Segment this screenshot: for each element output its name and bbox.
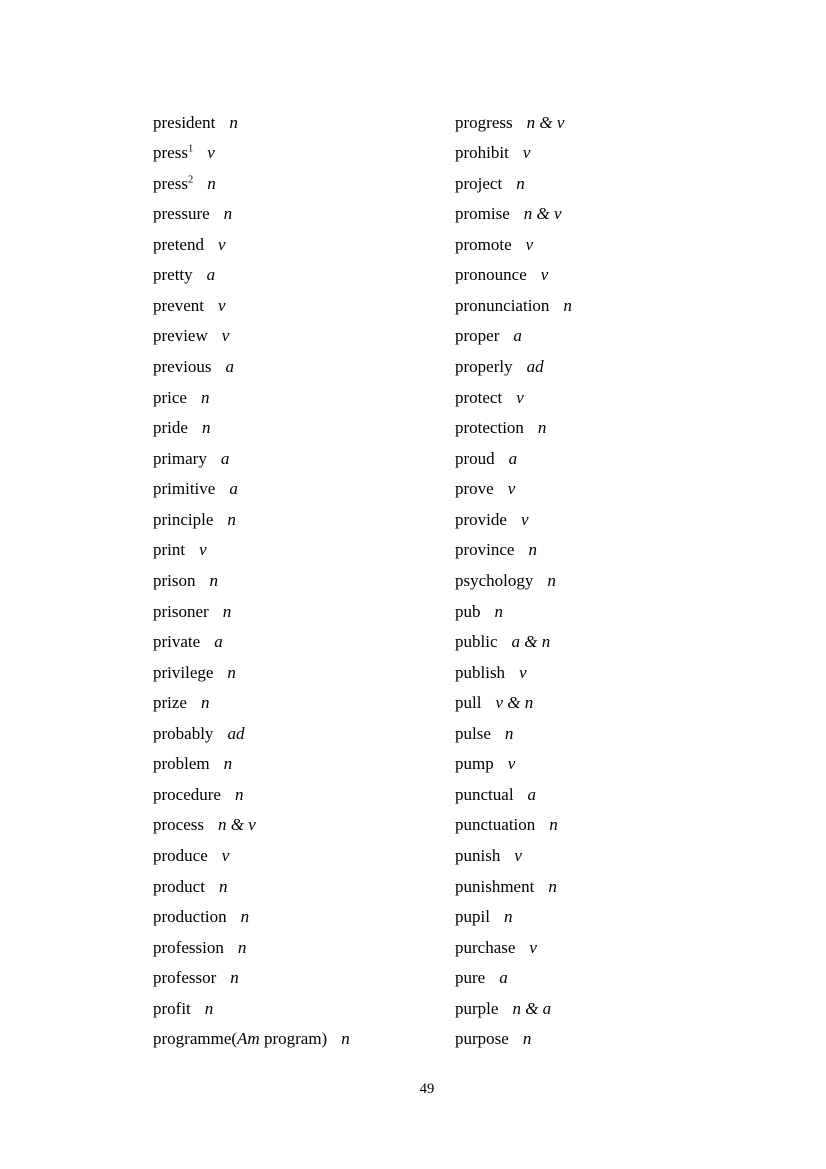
pos-tag: v	[540, 265, 549, 285]
word-entry	[153, 566, 350, 597]
pos-tag: a	[220, 448, 230, 468]
word-list-column-right	[455, 108, 572, 1055]
page-number: 49	[419, 1081, 435, 1097]
pos-tag: n & a	[512, 998, 552, 1018]
word-text: progress	[455, 112, 513, 132]
word-entry	[455, 230, 572, 261]
word-entry	[153, 1024, 350, 1055]
word-entry	[153, 963, 350, 994]
pos-tag: v	[520, 509, 529, 529]
pos-tag: n	[204, 998, 214, 1018]
word-text: purpose	[455, 1029, 509, 1049]
pos-tag: v	[514, 846, 522, 865]
pos-tag: n	[200, 693, 210, 713]
word-text: primitive	[153, 479, 216, 499]
word-entry	[153, 199, 350, 230]
word-entry	[455, 1024, 572, 1055]
word-entry	[153, 230, 350, 261]
word-text: principle	[153, 509, 214, 529]
pos-tag: v	[221, 326, 230, 346]
word-entry	[153, 749, 350, 780]
word-entry	[153, 444, 350, 475]
pos-tag: n	[547, 570, 556, 590]
word-text: profit	[153, 998, 191, 1018]
word-entry	[153, 810, 350, 841]
word-text: pretty	[153, 265, 193, 285]
word-text: province	[455, 540, 515, 560]
word-entry	[455, 260, 572, 291]
word-text: properly	[455, 357, 513, 376]
pos-tag: n	[537, 418, 547, 438]
word-entry	[455, 566, 572, 597]
pos-tag: n	[504, 723, 514, 743]
word-text: publish	[455, 662, 506, 682]
word-text: punish	[455, 846, 501, 865]
word-text: promote	[455, 234, 512, 254]
word-entry	[153, 138, 350, 169]
word-entry	[153, 627, 350, 658]
word-text: psychology	[455, 570, 534, 590]
word-entry	[455, 749, 572, 780]
word-text: president	[153, 112, 216, 132]
word-entry	[153, 260, 350, 291]
pos-tag: a & n	[511, 632, 551, 652]
word-entry	[455, 291, 572, 322]
pos-tag: v	[525, 234, 534, 254]
word-entry	[153, 841, 350, 872]
pos-tag: ad	[227, 723, 245, 743]
homograph-superscript: 1	[187, 143, 194, 155]
word-text: pulse	[455, 723, 491, 743]
pos-tag: a	[499, 968, 508, 988]
word-text: punctuation	[455, 815, 536, 835]
word-text: price	[153, 387, 187, 407]
pos-tag: n	[549, 815, 558, 835]
pos-tag: n & v	[523, 204, 562, 224]
pos-tag: n	[229, 112, 238, 132]
variant-label: Am	[237, 1029, 260, 1049]
pos-tag: n	[548, 876, 557, 896]
word-entry	[153, 413, 350, 444]
word-entry	[153, 597, 350, 628]
word-text: production	[153, 907, 227, 927]
word-text: punctual	[455, 784, 514, 804]
word-entry	[455, 444, 572, 475]
word-text: pretend	[153, 234, 204, 254]
word-list-column-left	[153, 108, 350, 1055]
word-text: previous	[153, 357, 212, 376]
pos-tag: n	[494, 601, 503, 621]
pos-tag: v	[221, 846, 230, 865]
pos-tag: n	[234, 784, 244, 804]
pos-tag: v	[199, 540, 207, 560]
word-text: problem	[153, 754, 210, 774]
word-entry	[153, 872, 350, 903]
word-entry	[153, 383, 350, 414]
word-text: process	[153, 815, 204, 835]
word-text: prison	[153, 570, 196, 590]
pos-tag: a	[214, 632, 223, 652]
word-text: pub	[455, 601, 481, 621]
pos-tag: n & v	[526, 112, 565, 132]
pos-tag: v	[207, 143, 215, 163]
word-text: professor	[153, 968, 217, 988]
pos-tag: ad	[526, 357, 544, 376]
word-entry	[455, 902, 572, 933]
word-text: procedure	[153, 784, 221, 804]
word-text: privilege	[153, 662, 214, 682]
word-entry	[153, 933, 350, 964]
word-entry	[455, 719, 572, 750]
pos-tag: n	[528, 540, 537, 560]
pos-tag: a	[225, 357, 235, 376]
pos-tag: n & v	[217, 815, 256, 835]
word-entry	[455, 169, 572, 200]
word-entry	[153, 994, 350, 1025]
word-entry	[153, 474, 350, 505]
word-entry	[455, 963, 572, 994]
pos-tag: a	[513, 326, 522, 346]
word-text: pride	[153, 418, 188, 438]
word-text: prove	[455, 479, 494, 499]
word-entry	[455, 597, 572, 628]
word-text: preview	[153, 326, 208, 346]
word-entry	[455, 872, 572, 903]
word-text: prevent	[153, 295, 204, 315]
word-text: promise	[455, 204, 510, 224]
word-entry	[153, 108, 350, 139]
word-entry	[153, 902, 350, 933]
word-entry	[455, 535, 572, 566]
word-text: punishment	[455, 876, 535, 896]
pos-tag: n	[240, 907, 250, 927]
word-entry	[455, 199, 572, 230]
pos-tag: a	[206, 265, 216, 285]
pos-tag: n	[227, 509, 236, 529]
pos-tag: v	[522, 143, 531, 163]
word-text: profession	[153, 937, 224, 957]
pos-tag: v	[507, 754, 516, 774]
word-text: programme(	[153, 1029, 238, 1049]
word-entry	[153, 658, 350, 689]
word-text: pure	[455, 968, 486, 988]
pos-tag: n	[222, 601, 232, 621]
word-text: press	[153, 173, 188, 193]
word-entry	[153, 719, 350, 750]
word-entry	[153, 352, 350, 383]
word-entry	[455, 413, 572, 444]
pos-tag: a	[508, 448, 518, 468]
word-entry	[455, 658, 572, 689]
word-text: probably	[153, 723, 214, 743]
pos-tag: n	[230, 968, 239, 988]
pos-tag: v	[529, 937, 537, 957]
word-entry	[153, 291, 350, 322]
word-text: proud	[455, 448, 495, 468]
word-entry	[153, 169, 350, 200]
word-text: public	[455, 632, 498, 652]
pos-tag: v	[217, 234, 226, 254]
pos-tag: n	[209, 570, 218, 590]
word-entry	[455, 841, 572, 872]
pos-tag: n	[341, 1029, 350, 1049]
pos-tag: n	[218, 876, 228, 896]
word-text: provide	[455, 509, 507, 529]
word-entry	[455, 933, 572, 964]
word-text: primary	[153, 448, 207, 468]
pos-tag: a	[527, 784, 537, 804]
pos-tag: n	[223, 754, 233, 774]
pos-tag: n	[503, 907, 513, 927]
word-entry	[153, 535, 350, 566]
word-text: proper	[455, 326, 500, 346]
word-text-continued: program)	[259, 1029, 328, 1049]
word-text: print	[153, 540, 186, 560]
word-text: prohibit	[455, 143, 509, 163]
word-entry	[153, 780, 350, 811]
word-entry	[455, 627, 572, 658]
word-entry	[455, 780, 572, 811]
word-text: product	[153, 876, 205, 896]
word-text: pressure	[153, 204, 210, 224]
word-entry	[455, 108, 572, 139]
pos-tag: v	[519, 662, 527, 682]
word-entry	[153, 688, 350, 719]
word-text: pronunciation	[455, 295, 550, 315]
word-entry	[455, 138, 572, 169]
word-text: produce	[153, 846, 208, 865]
pos-tag: n	[227, 662, 236, 682]
pos-tag: n	[223, 204, 233, 224]
pos-tag: v	[217, 295, 226, 315]
word-entry	[455, 321, 572, 352]
pos-tag: n	[237, 937, 247, 957]
word-entry	[455, 994, 572, 1025]
word-entry	[455, 810, 572, 841]
word-entry	[455, 474, 572, 505]
word-entry	[153, 505, 350, 536]
word-text: project	[455, 173, 503, 193]
pos-tag: n	[522, 1029, 532, 1049]
word-text: pronounce	[455, 265, 527, 285]
pos-tag: n	[516, 173, 525, 193]
word-text: press	[153, 143, 188, 163]
word-entry	[455, 688, 572, 719]
word-text: prize	[153, 693, 187, 713]
word-text: purple	[455, 998, 499, 1018]
word-text: pull	[455, 693, 482, 713]
pos-tag: a	[229, 479, 238, 499]
word-entry	[455, 505, 572, 536]
word-entry	[153, 321, 350, 352]
pos-tag: v	[507, 479, 516, 499]
pos-tag: n	[563, 295, 572, 315]
pos-tag: n	[200, 387, 210, 407]
pos-tag: v	[516, 387, 524, 407]
word-text: purchase	[455, 937, 516, 957]
pos-tag: v & n	[495, 693, 534, 713]
word-text: private	[153, 632, 201, 652]
word-entry	[455, 383, 572, 414]
word-text: protect	[455, 387, 503, 407]
word-text: pump	[455, 754, 494, 774]
pos-tag: n	[207, 173, 216, 193]
word-text: pupil	[455, 907, 490, 927]
homograph-superscript: 2	[187, 173, 194, 185]
word-entry	[455, 352, 572, 383]
word-text: prisoner	[153, 601, 209, 621]
word-text: protection	[455, 418, 524, 438]
pos-tag: n	[201, 418, 211, 438]
